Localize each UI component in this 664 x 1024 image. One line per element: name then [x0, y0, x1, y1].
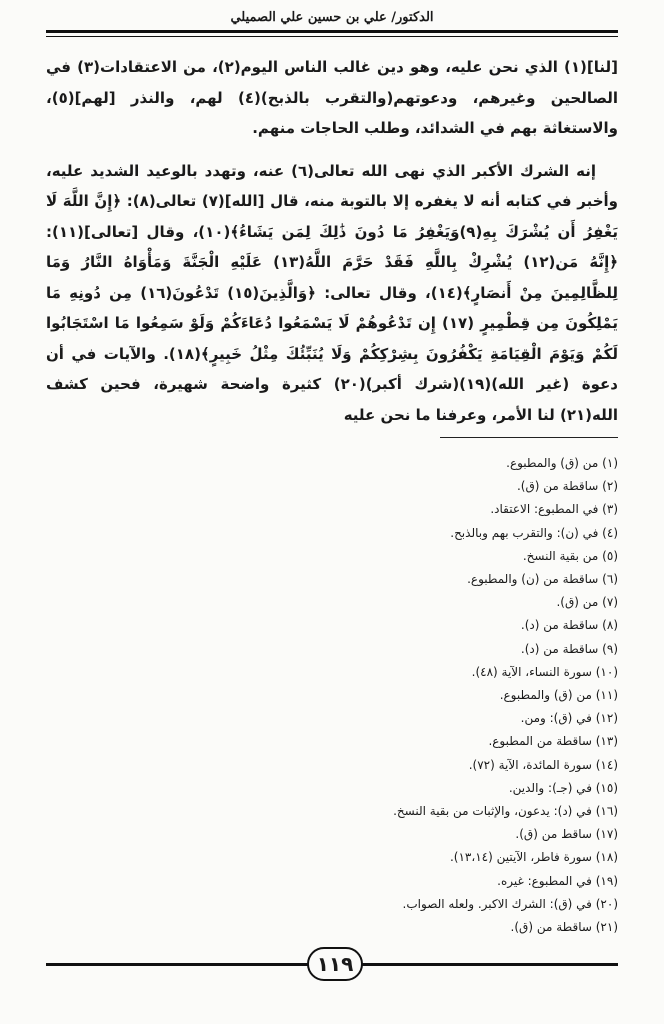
footnote-item: (٦) ساقطة من (ن) والمطبوع. — [467, 572, 618, 587]
footer-rule-left — [46, 963, 314, 966]
paragraph: إنه الشرك الأكبر الذي نهى الله تعالى(٦) عنه، وتهدد بالوعيد الشديد عليه، وأخبر في كتابه أنه لا يغفره إلا بالتوبة منه، قال [الله](٧) تعالى(٨): ﴿إِنَّ اللَّهَ لَا يَغْفِرُ أَن يُشْرَكَ بِهِ(٩)وَيَغْفِرُ مَا دُونَ ذَٰلِكَ لِمَن يَشَاءُ﴾(١٠)، وقال [تعالى](١١): ﴿إِنَّهُ مَن(١٢) يُشْرِكْ بِاللَّهِ فَقَدْ حَرَّمَ اللَّهُ(١٣) عَلَيْهِ الْجَنَّةَ وَمَأْوَاهُ النَّارُ وَمَا لِلظَّالِمِينَ مِنْ أَنصَارٍ﴾(١٤)، وقال تعالى: ﴿وَالَّذِينَ(١٥) تَدْعُونَ(١٦) مِن دُونِهِ مَا يَمْلِكُونَ مِن قِطْمِيرٍ (١٧) إِن تَدْعُوهُمْ لَا يَسْمَعُوا دُعَاءَكُمْ وَلَوْ سَمِعُوا مَا اسْتَجَابُوا لَكُمْ وَيَوْمَ الْقِيَامَةِ يَكْفُرُونَ بِشِرْكِكُمْ وَلَا يُنَبِّئُكَ مِثْلُ خَبِيرٍ﴾(١٨). والآيات في أن دعوة (غير الله)(١٩)(شرك أكبر)(٢٠) كثيرة واضحة شهيرة، فحين كشف الله(٢١) لنا الأمر، وعرفنا ما نحن عليه — [46, 161, 618, 424]
footnote-item: (١٧) ساقط من (ق). — [515, 827, 618, 842]
footnote-item: (٨) ساقطة من (د). — [520, 618, 618, 633]
header-rule-thin — [46, 36, 618, 37]
footnote-item: (١٤) سورة المائدة، الآية (٧٢). — [468, 757, 618, 772]
footnote-item: (١٦) في (د): يدعون، والإثبات من بقية النسخ. — [393, 804, 618, 819]
footnote-item: (٢١) ساقطة من (ق). — [510, 920, 618, 935]
footnote-item: (١١) من (ق) والمطبوع. — [499, 688, 618, 703]
footnote-item: (١٣) ساقطة من المطبوع. — [488, 734, 618, 749]
footnote-item: (٩) ساقطة من (د). — [520, 641, 618, 656]
running-header: الدكتور/ علي بن حسين علي الصميلي — [230, 10, 434, 25]
footnote-item: (١٩) في المطبوع: غيره. — [497, 873, 618, 888]
paragraph: [لنا](١) الذي نحن عليه، وهو دين غالب الناس اليوم(٢)، من الاعتقادات(٣) في الصالحين وغيرهم، ودعوتهم(والتقرب بالذبح)(٤) لهم، والنذر [لهم](٥)، والاستغاثة بهم في الشدائد، وطلب الحاجات منهم. — [46, 58, 619, 137]
footnote-item: (١٥) في (جـ): والدين. — [508, 780, 618, 795]
footnotes-list — [46, 452, 618, 939]
footnote-item: (١٨) سورة فاطر، الآيتين (١٣،١٤). — [449, 850, 618, 865]
footnote-item: (٢٠) في (ق): الشرك الاكبر. ولعله الصواب. — [402, 896, 618, 911]
main-text — [46, 52, 618, 442]
footer-rule-right — [350, 963, 618, 966]
footnote-item: (٧) من (ق). — [556, 595, 618, 610]
footnote-item: (١) من (ق) والمطبوع. — [506, 456, 618, 470]
page-number: ١١٩ — [307, 947, 363, 981]
footnote-item: (٢) ساقطة من (ق). — [516, 479, 618, 494]
footnote-item: (٤) في (ن): والتقرب بهم وبالذبح. — [450, 525, 618, 540]
footnote-item: (١٢) في (ق): ومن. — [520, 711, 618, 726]
footnote-item: (٣) في المطبوع: الاعتقاد. — [490, 502, 618, 517]
footnote-item: (١٠) سورة النساء، الآية (٤٨). — [471, 664, 618, 679]
footnote-item: (٥) من بقية النسخ. — [522, 548, 618, 563]
header-rule-thick — [46, 30, 618, 33]
footnote-separator — [440, 437, 618, 438]
